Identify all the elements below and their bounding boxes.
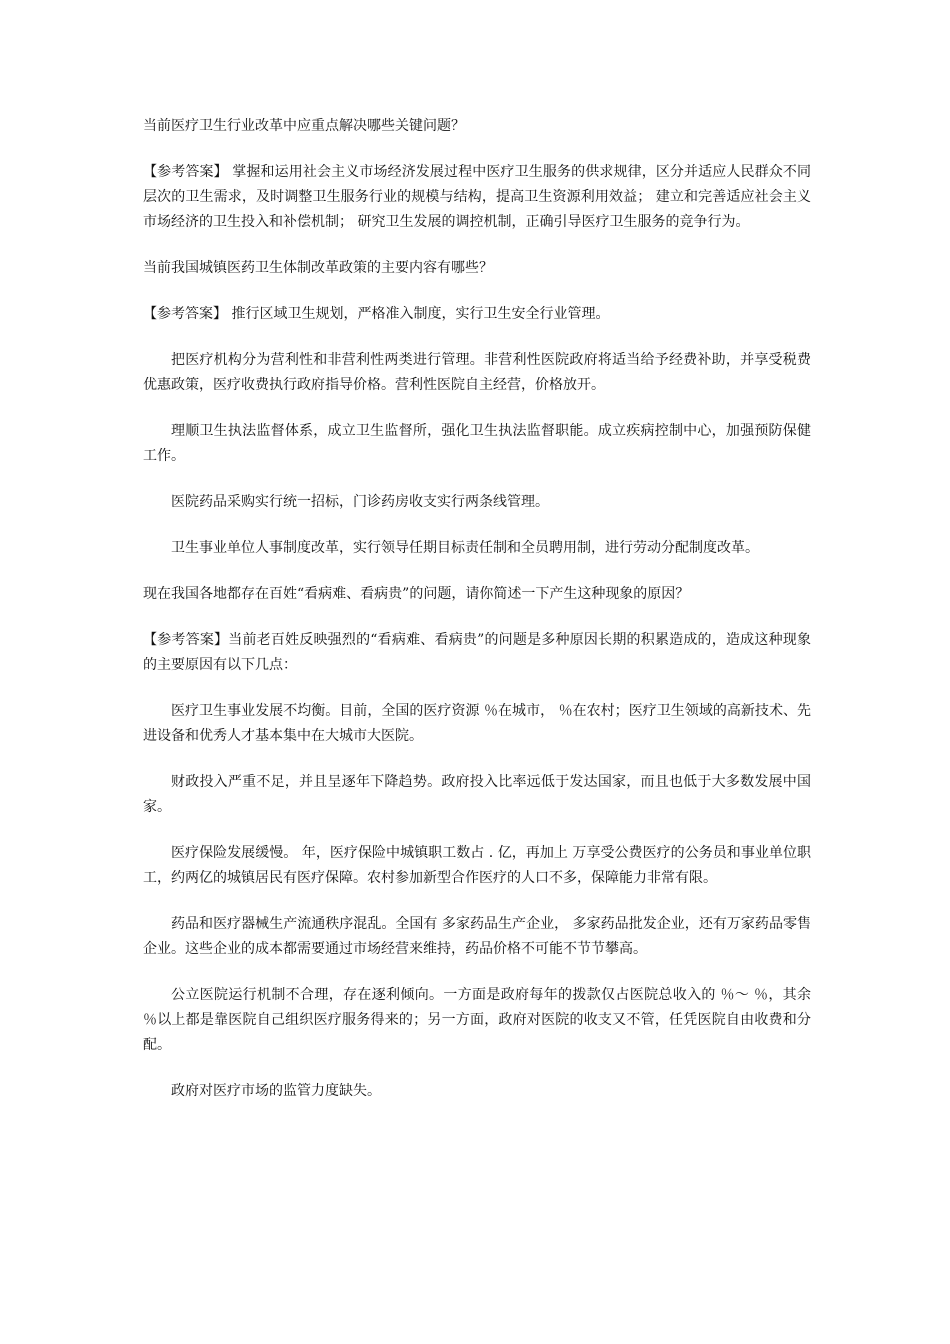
answer-3-point: 药品和医疗器械生产流通秩序混乱。全国有 多家药品生产企业， 多家药品批发企业，还有万家药品零售企业。这些企业的成本都需要通过市场经营来维持，药品价格不可能不节节攀高。	[143, 916, 811, 957]
answer-3-point: 政府对医疗市场的监管力度缺失。	[171, 1083, 381, 1099]
answer-3-point: 医疗卫生事业发展不均衡。目前，全国的医疗资源 ％在城市， ％在农村；医疗卫生领域的高新技术、先进设备和优秀人才基本集中在大城市大医院。	[143, 703, 811, 744]
answer-2-point: 卫生事业单位人事制度改革，实行领导任期目标责任制和全员聘用制，进行劳动分配制度改革。	[171, 540, 759, 556]
answer-2-point: 把医疗机构分为营利性和非营利性两类进行管理。非营利性医院政府将适当给予经费补助，并享受税费优惠政策，医疗收费执行政府指导价格。营利性医院自主经营，价格放开。	[143, 352, 811, 393]
answer-2-point: 理顺卫生执法监督体系，成立卫生监督所，强化卫生执法监督职能。成立疾病控制中心，加强预防保健工作。	[143, 423, 811, 464]
answer-3-intro: 【参考答案】当前老百姓反映强烈的“看病难、看病贵”的问题是多种原因长期的积累造成的，造成这种现象的主要原因有以下几点：	[143, 632, 811, 673]
answer-3-point: 财政投入严重不足，并且呈逐年下降趋势。政府投入比率远低于发达国家，而且也低于大多数发展中国家。	[143, 774, 811, 815]
question-3: 现在我国各地都存在百姓“看病难、看病贵”的问题，请你简述一下产生这种现象的原因？	[143, 586, 690, 602]
answer-2-intro: 【参考答案】 推行区域卫生规划，严格准入制度，实行卫生安全行业管理。	[143, 306, 610, 322]
question-2: 当前我国城镇医药卫生体制改革政策的主要内容有哪些？	[143, 260, 493, 276]
answer-2-point: 医院药品采购实行统一招标，门诊药房收支实行两条线管理。	[171, 494, 549, 510]
answer-3-point: 医疗保险发展缓慢。 年，医疗保险中城镇职工数占 . 亿，再加上 万享受公费医疗的公务员和事业单位职工，约两亿的城镇居民有医疗保障。农村参加新型合作医疗的人口不多，保障能力非常有限。	[143, 845, 811, 886]
answer-1: 【参考答案】 掌握和运用社会主义市场经济发展过程中医疗卫生服务的供求规律，区分并适应人民群众不同层次的卫生需求，及时调整卫生服务行业的规模与结构，提高卫生资源利用效益； 建立和完善适应社会主义市场经济的卫生投入和补偿机制； 研究卫生发展的调控机制，正确引导医疗卫生服务的竞争行为。	[143, 164, 811, 230]
document-body	[143, 114, 811, 1125]
answer-3-point: 公立医院运行机制不合理，存在逐利倾向。一方面是政府每年的拨款仅占医院总收入的 ％～ ％，其余 ％以上都是靠医院自己组织医疗服务得来的；另一方面，政府对医院的收支又不管，任凭医院自由收费和分配。	[143, 987, 811, 1053]
question-1: 当前医疗卫生行业改革中应重点解决哪些关键问题？	[143, 118, 465, 134]
